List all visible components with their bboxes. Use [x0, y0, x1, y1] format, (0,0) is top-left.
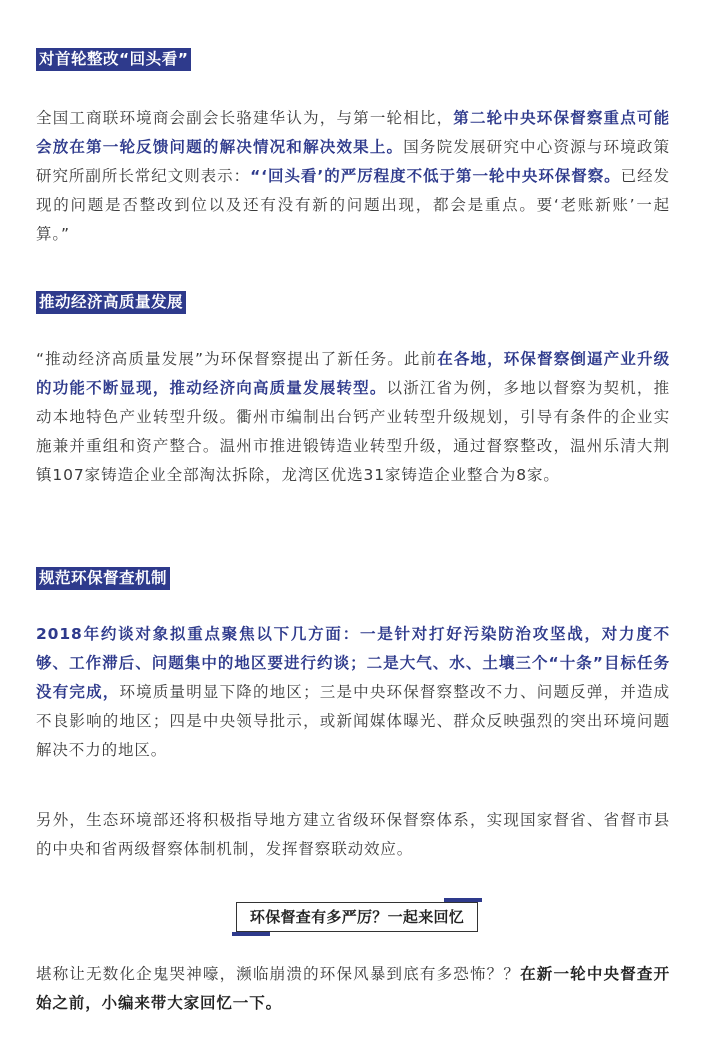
paragraph-text: 环境质量明显下降的地区；三是中央环保督察整改不力、问题反弹，并造成不良影响的地区；四是中央领导批示，或新闻媒体曝光、群众反映强烈的突出环境问题解决不力的地区。: [36, 683, 670, 759]
section-heading-economy: 推动经济高质量发展: [36, 291, 186, 314]
paragraph-review: [36, 104, 670, 249]
boxed-title-text: 环保督查有多严厉？一起来回忆: [236, 902, 478, 932]
highlight-text: 第二轮中央环保督察重点可能会放在第一轮反馈问题的解决情况和解决效果上。: [36, 109, 670, 156]
paragraph-text: 以浙江省为例，多地以督察为契机，推动本地特色产业转型升级。衢州市编制出台钙产业转型升级规划，引导有条件的企业实施兼并重组和资产整合。温州市推进锻铸造业转型升级，通过督察整改，温州乐清大荆镇107家铸造企业全部淘汰拆除，龙湾区优选31家铸造企业整合为8家。: [36, 379, 670, 484]
paragraph-intro: [36, 960, 670, 1018]
section-heading-mechanism: 规范环保督查机制: [36, 567, 170, 590]
paragraph-text: 全国工商联环境商会副会长骆建华认为，与第一轮相比，: [36, 109, 454, 127]
paragraph-system: 另外，生态环境部还将积极指导地方建立省级环保督察体系，实现国家督省、省督市县的中央和省两级督察体制机制，发挥督察联动效应。: [36, 811, 670, 858]
section-heading-review: 对首轮整改“回头看”: [36, 48, 191, 71]
highlight-text: 在各地，环保督察倒逼产业升级的功能不断显现，推动经济向高质量发展转型。: [36, 350, 670, 397]
highlight-text: 2018年约谈对象拟重点聚焦以下几方面：一是针对打好污染防治攻坚战，对力度不够、工作滞后、问题集中的地区要进行约谈；二是大气、水、土壤三个“十条”目标任务没有完成，: [36, 625, 670, 701]
paragraph-text: 堪称让无数化企鬼哭神嚎，濒临崩溃的环保风暴到底有多恐怖？？: [36, 965, 521, 983]
paragraph-text: 已经发现的问题是否整改到位以及还有没有新的问题出现，都会是重点。要‘老账新账’一起算。”: [36, 167, 670, 243]
paragraph-mechanism: [36, 620, 670, 765]
paragraph-economy: [36, 345, 670, 490]
bold-text: 在新一轮中央督查开始之前，小编来带大家回忆一下。: [36, 965, 670, 1012]
highlight-text: “‘回头看’的严厉程度不低于第一轮中央环保督察。: [250, 167, 621, 185]
corner-accent: [232, 932, 270, 936]
paragraph-text: 国务院发展研究中心资源与环境政策研究所副所长常纪文则表示：: [36, 138, 670, 185]
paragraph-text: “推动经济高质量发展”为环保督察提出了新任务。此前: [36, 350, 438, 368]
boxed-title: [236, 902, 478, 932]
